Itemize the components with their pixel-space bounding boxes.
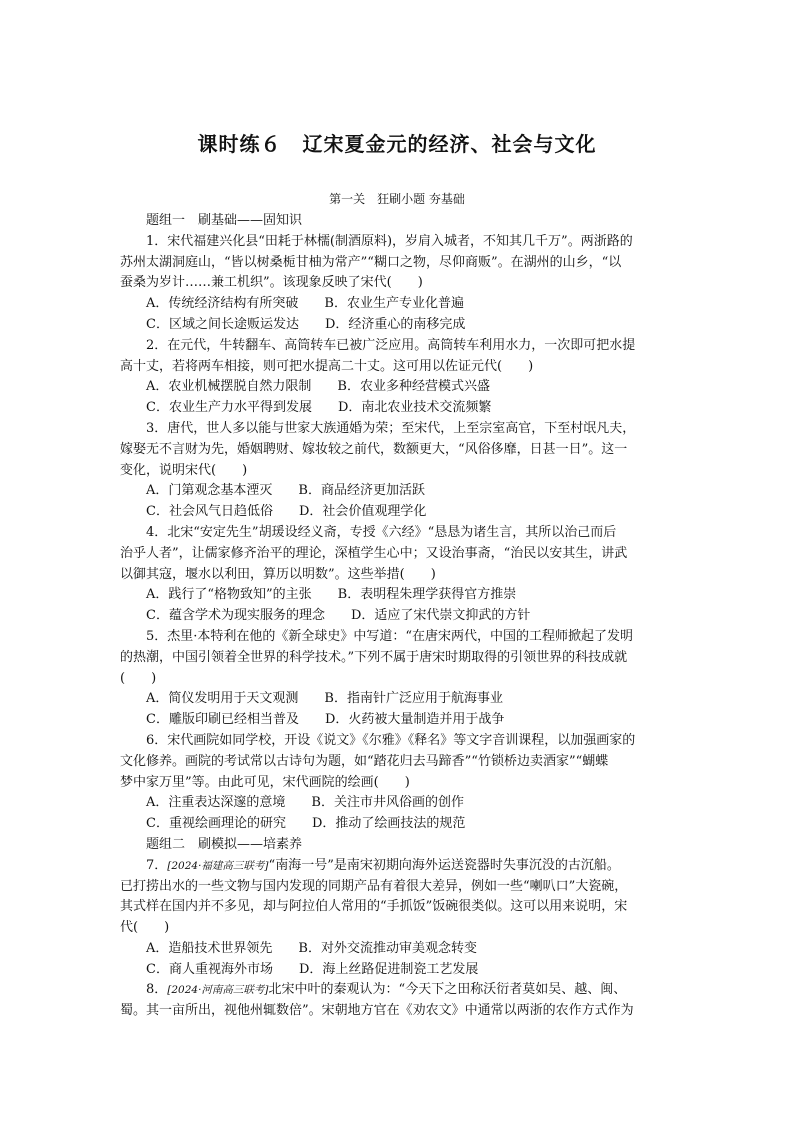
question-1-line-3: 蚕桑为岁计……兼工机织”。该现象反映了宋代( ) [120,275,423,291]
question-8-text: 北宋中叶的秦观认为：“今天下之田称沃衍者莫如吴、越、闽、 [268,982,627,998]
group-heading-1: 题组一 刷基础——固知识 [146,213,303,228]
question-7-line-3: 其式样在国内并不多见，却与阿拉伯人常用的“手抓饭”饭碗很类似。这可以用来说明，宋 [120,899,628,915]
question-4-line-3: 以御其寇，堰水以利田，算历以明数”。这些举措( ) [120,566,436,582]
question-2-line-1: 2．在元代，牛转翻车、高筒转车已被广泛应用。高筒转车利用水力，一次即可把水提 [146,337,636,353]
question-5-line-1: 5．杰里·本特利在他的《新全球史》中写道：“在唐宋两代，中国的工程师掀起了发明 [146,628,634,644]
question-2-options-ab: A．农业机械摆脱自然力限制 B．农业多种经营模式兴盛 [146,379,490,395]
question-5-line-2: 的热潮，中国引领着全世界的科学技术。”下列不属于唐宋时期取得的引领世界的科技成就 [120,649,628,665]
question-8-number: 8． [146,982,168,998]
question-3-options-ab: A．门第观念基本湮灭 B．商品经济更加活跃 [146,483,425,499]
question-3-options-cd: C．社会风气日趋低俗 D．社会价值观理学化 [146,504,427,520]
question-3-line-3: 变化，说明宋代( ) [120,462,248,478]
question-7-source: [2024·福建高三联考] [167,859,269,872]
question-1-options-cd: C．区域之间长途贩运发达 D．经济重心的南移完成 [146,316,466,332]
question-7-line-2: 已打捞出水的一些文物与国内发现的同期产品有着很大差异，例如一些“喇叭口”大瓷碗， [120,878,628,894]
question-7-options-ab: A．造船技术世界领先 B．对外交流推动审美观念转变 [146,940,477,956]
question-6-options-cd: C．重视绘画理论的研究 D．推动了绘画技法的规范 [146,816,466,832]
question-5-options-cd: C．雕版印刷已经相当普及 D．火药被大量制造并用于战争 [146,712,505,728]
question-4-line-2: 治乎人者”，让儒家修齐治平的理论，深植学生心中；又设治事斋，“治民以安其生，讲武 [120,545,628,561]
section-heading: 第一关 狂刷小题 夯基础 [329,192,465,206]
page-title: 课时练６ 辽宋夏金元的经济、社会与文化 [197,132,597,156]
question-4-options-ab: A．践行了“格物致知”的主张 B．表明程朱理学获得官方推崇 [146,587,517,603]
question-4-options-cd: C．蕴含学术为现实服务的理念 D．适应了宋代崇文抑武的方针 [146,608,531,624]
question-1-options-ab: A．传统经济结构有所突破 B．农业生产专业化普遍 [146,296,464,312]
question-5-line-3: ( ) [120,670,157,686]
question-7-number: 7． [146,857,168,873]
question-7-text: “南海一号”是南宋初期向海外运送瓷器时失事沉没的古沉船。 [268,857,620,873]
question-8-source: [2024·河南高三联考] [167,984,269,997]
question-6-options-ab: A．注重表达深邃的意境 B．关注市井风俗画的创作 [146,795,464,811]
question-4-line-1: 4．北宋“安定先生”胡瑗设经义斋，专授《六经》“恳恳为诸生言，其所以治己而后 [146,524,617,540]
question-1-line-1: 1．宋代福建兴化县“田耗于林檽(制酒原料)，岁肩入城者，不知其几千万”。两浙路的 [146,233,633,249]
question-8-line-1 [120,980,676,1001]
question-2-line-2: 高十丈，若将两车相接，则可把水提高二十丈。这可用以佐证元代( ) [120,358,534,374]
question-7-line-1 [120,856,676,877]
question-8-line-2: 蜀。其一亩所出，视他州辄数倍”。宋朝地方官在《劝农文》中通常以两浙的农作方式作为 [120,1003,634,1019]
question-body [120,211,676,1022]
question-7-options-cd: C．商人重视海外市场 D．海上丝路促进制瓷工艺发展 [146,961,479,977]
group-heading-2: 题组二 刷模拟——培素养 [146,836,303,852]
question-6-line-1: 6．宋代画院如同学校，开设《说文》《尔雅》《释名》等文字音训课程，以加强画家的 [146,732,636,748]
question-5-options-ab: A．简仪发明用于天文观测 B．指南针广泛应用于航海事业 [146,691,503,707]
question-2-options-cd: C．农业生产力水平得到发展 D．南北农业技术交流频繁 [146,400,492,416]
question-1-line-2: 苏州太湖洞庭山，“皆以树桑栀甘柚为常产”“糊口之物，尽仰商贩”。在湖州的山乡，“以 [120,254,622,270]
question-7-line-4: 代( ) [120,920,170,936]
question-3-line-1: 3．唐代，世人多以能与世家大族通婚为荣；至宋代，上至宗室高官，下至村氓凡夫， [146,420,636,436]
question-3-line-2: 嫁娶无不言财为先，婚姻聘财、嫁妆较之前代，数额更大，“风俗侈靡，日甚一日”。这一 [120,441,628,457]
question-6-line-3: 梦中家万里”等。由此可见，宋代画院的绘画( ) [120,774,410,790]
question-6-line-2: 文化修养。画院的考试常以古诗句为题，如“踏花归去马蹄香”“竹锁桥边卖酒家”“蝴蝶 [120,753,609,769]
